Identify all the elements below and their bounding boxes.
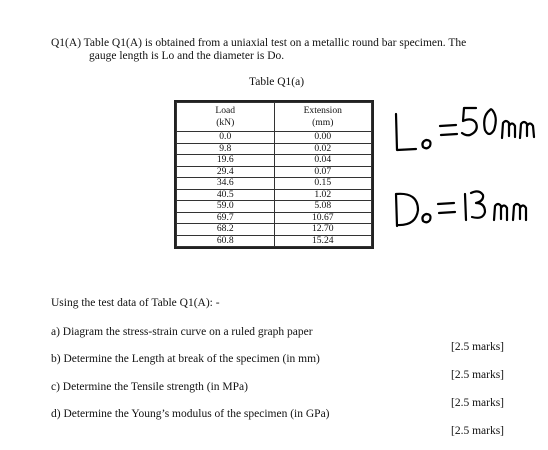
instructions-intro: Using the test data of Table Q1(A): - xyxy=(51,297,220,309)
load-cell: 59.0 xyxy=(177,201,275,213)
table-row xyxy=(177,201,372,213)
extension-cell: 0.04 xyxy=(274,155,372,167)
table-row xyxy=(177,189,372,201)
load-cell: 60.8 xyxy=(177,235,275,247)
question-text-line2: gauge length is Lo and the diameter is Do. xyxy=(89,50,285,62)
handwritten-notes xyxy=(388,96,548,246)
part-a-marks: [2.5 marks] xyxy=(451,341,505,353)
load-cell: 19.6 xyxy=(177,155,275,167)
extension-cell: 0.15 xyxy=(274,178,372,190)
part-b-text: b) Determine the Length at break of the specimen (in mm) xyxy=(51,353,320,365)
extension-header-unit: (mm) xyxy=(312,117,334,128)
table-row xyxy=(177,235,372,247)
extension-cell: 5.08 xyxy=(274,201,372,213)
extension-cell: 0.00 xyxy=(274,132,372,144)
extension-cell: 0.07 xyxy=(274,166,372,178)
table-row xyxy=(177,132,372,144)
load-cell: 9.8 xyxy=(177,143,275,155)
question-text-line1: Q1(A) Table Q1(A) is obtained from a uniaxial test on a metallic round bar specimen. The xyxy=(51,37,467,49)
load-cell: 69.7 xyxy=(177,212,275,224)
table-caption: Table Q1(a) xyxy=(249,76,305,88)
load-cell: 40.5 xyxy=(177,189,275,201)
extension-column-header xyxy=(274,103,372,132)
load-header-unit: (kN) xyxy=(216,117,235,128)
handwritten-do-note xyxy=(396,191,526,226)
part-c-marks: [2.5 marks] xyxy=(451,397,505,409)
table-row xyxy=(177,143,372,155)
load-cell: 29.4 xyxy=(177,166,275,178)
table-row xyxy=(177,166,372,178)
table-row xyxy=(177,178,372,190)
table-row xyxy=(177,212,372,224)
data-table xyxy=(176,102,372,247)
load-header-name: Load xyxy=(215,105,236,116)
extension-header-name: Extension xyxy=(303,105,342,116)
extension-cell: 10.67 xyxy=(274,212,372,224)
load-cell: 34.6 xyxy=(177,178,275,190)
extension-cell: 0.02 xyxy=(274,143,372,155)
load-cell: 68.2 xyxy=(177,224,275,236)
load-cell: 0.0 xyxy=(177,132,275,144)
part-d-marks: [2.5 marks] xyxy=(451,425,505,437)
part-c-text: c) Determine the Tensile strength (in MPa) xyxy=(51,381,248,393)
table-row xyxy=(177,155,372,167)
extension-cell: 15.24 xyxy=(274,235,372,247)
part-d-text: d) Determine the Young’s modulus of the specimen (in GPa) xyxy=(51,408,330,420)
load-column-header xyxy=(177,103,275,132)
extension-cell: 1.02 xyxy=(274,189,372,201)
handwritten-lo-note xyxy=(396,108,534,150)
extension-cell: 12.70 xyxy=(274,224,372,236)
part-a-text: a) Diagram the stress-strain curve on a ruled graph paper xyxy=(51,326,313,338)
table-header-row xyxy=(177,103,372,132)
part-b-marks: [2.5 marks] xyxy=(451,369,505,381)
table-row xyxy=(177,224,372,236)
